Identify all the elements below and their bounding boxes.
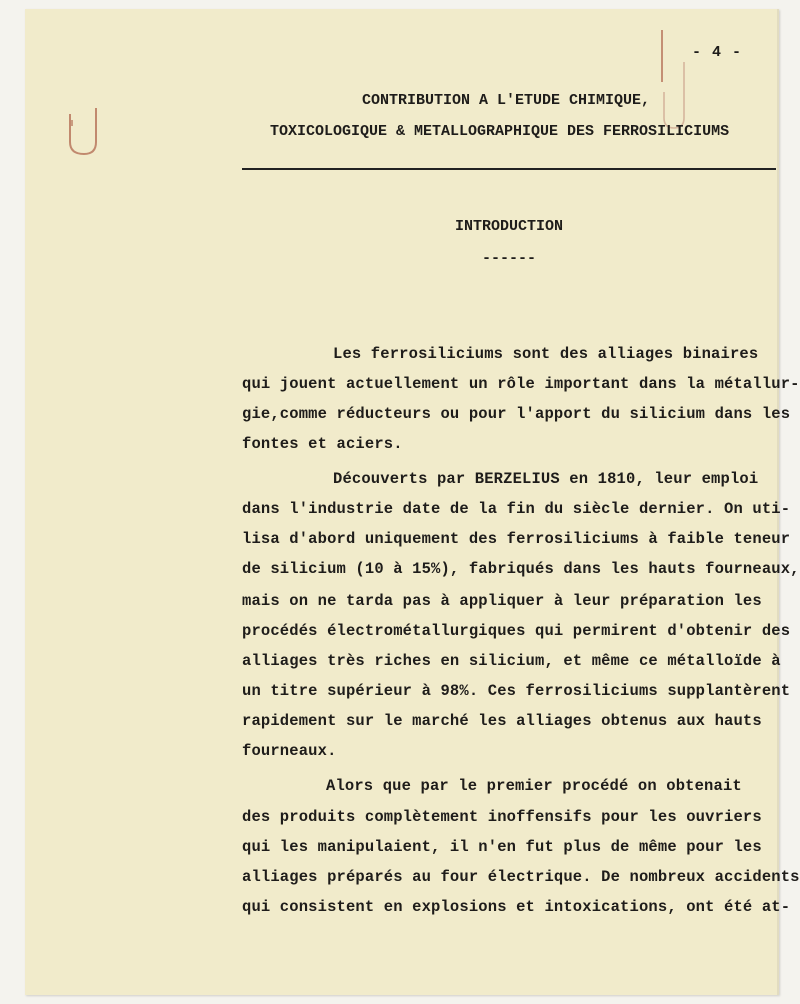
paperclip-stain-left <box>62 96 106 160</box>
body-line: de silicium (10 à 15%), fabriqués dans les hauts fourneaux, <box>242 560 800 578</box>
body-line: Découverts par BERZELIUS en 1810, leur emploi <box>333 470 759 488</box>
body-line: fourneaux. <box>242 742 337 760</box>
section-heading-underline: ------ <box>482 250 537 267</box>
body-line: qui les manipulaient, il n'en fut plus de même pour les <box>242 838 762 856</box>
body-line: gie,comme réducteurs ou pour l'apport du silicium dans les <box>242 405 791 423</box>
title-rule <box>242 168 776 170</box>
body-line: mais on ne tarda pas à appliquer à leur préparation les <box>242 592 762 610</box>
body-line: un titre supérieur à 98%. Ces ferrosiliciums supplantèrent <box>242 682 791 700</box>
body-line: alliages très riches en silicium, et même ce métalloïde à <box>242 652 781 670</box>
document-title-line-1: CONTRIBUTION A L'ETUDE CHIMIQUE, <box>362 92 651 109</box>
body-line: Les ferrosiliciums sont des alliages binaires <box>333 345 759 363</box>
paperclip-stain-top <box>656 22 696 132</box>
body-line: procédés électrométallurgiques qui permirent d'obtenir des <box>242 622 791 640</box>
page-number: - 4 - <box>692 44 743 61</box>
body-line: des produits complètement inoffensifs pour les ouvriers <box>242 808 762 826</box>
body-line: Alors que par le premier procédé on obtenait <box>326 777 742 795</box>
body-line: qui jouent actuellement un rôle important dans la métallur- <box>242 375 800 393</box>
body-line: rapidement sur le marché les alliages obtenus aux hauts <box>242 712 762 730</box>
section-heading: INTRODUCTION <box>455 218 564 235</box>
body-line: qui consistent en explosions et intoxications, ont été at- <box>242 898 791 916</box>
body-line: alliages préparés au four électrique. De nombreux accidents <box>242 868 800 886</box>
document-title-line-2: TOXICOLOGIQUE & METALLOGRAPHIQUE DES FERROSILICIUMS <box>270 123 730 140</box>
body-line: dans l'industrie date de la fin du siècle dernier. On uti- <box>242 500 791 518</box>
body-line: fontes et aciers. <box>242 435 403 453</box>
body-line: lisa d'abord uniquement des ferrosiliciums à faible teneur <box>242 530 791 548</box>
